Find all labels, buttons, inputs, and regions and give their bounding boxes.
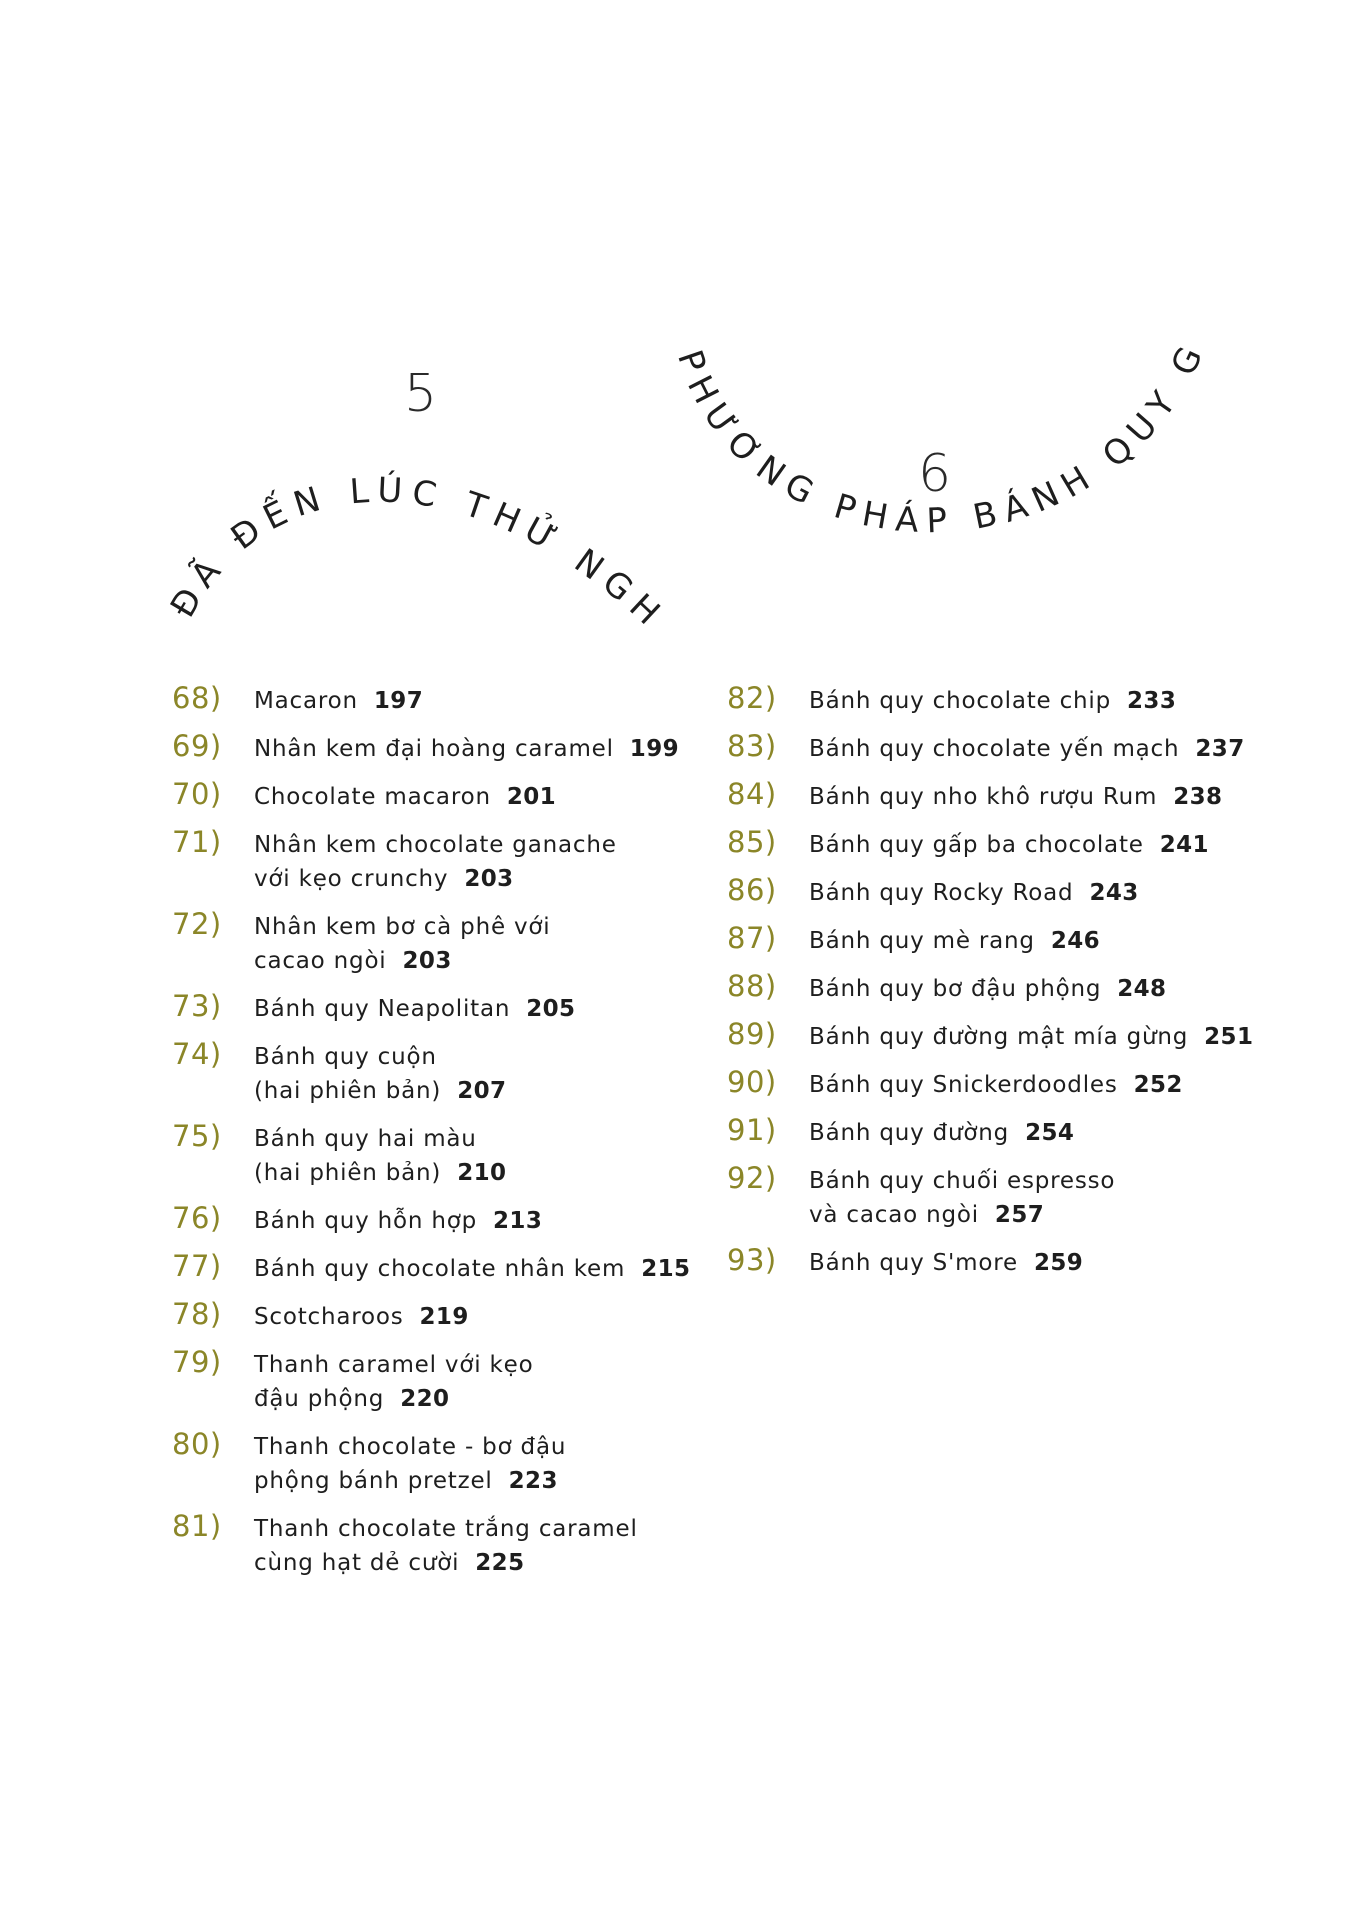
entry-number: 82) [727, 681, 777, 715]
toc-entry[interactable] [727, 873, 1287, 910]
entry-title-text: Bánh quy chocolate nhân kem [254, 1256, 626, 1282]
entry-number: 70) [172, 777, 222, 811]
toc-entry[interactable] [172, 1249, 692, 1286]
entry-title-text: phộng bánh pretzel [254, 1468, 493, 1494]
entry-title-text: Nhân kem bơ cà phê với [254, 914, 551, 940]
entry-title-line [809, 1198, 1287, 1232]
entry-title-text: Bánh quy đường [809, 1120, 1010, 1146]
toc-entry[interactable] [727, 1113, 1287, 1150]
entry-page-number: 233 [1127, 688, 1177, 714]
entry-title-text: Macaron [254, 688, 358, 714]
entry-number: 75) [172, 1119, 222, 1153]
entry-number: 84) [727, 777, 777, 811]
entry-page-number: 254 [1025, 1120, 1075, 1146]
entry-title [809, 1020, 1287, 1054]
entry-title-line [254, 1040, 692, 1074]
chapter-6-title [642, 299, 1220, 650]
entry-number: 72) [172, 907, 222, 941]
toc-entry[interactable] [727, 777, 1287, 814]
entry-title-line [254, 910, 692, 944]
entry-title-line [809, 924, 1287, 958]
entry-number: 86) [727, 873, 777, 907]
entry-number: 92) [727, 1161, 777, 1195]
entry-title [809, 1246, 1287, 1280]
entry-page-number: 220 [400, 1386, 450, 1412]
entry-title-text: Scotcharoos [254, 1304, 404, 1330]
entry-title-text: Bánh quy cuộn [254, 1044, 437, 1070]
entry-page-number: 252 [1133, 1072, 1183, 1098]
entry-title-line [809, 1164, 1287, 1198]
toc-entry[interactable] [172, 825, 692, 896]
entry-title-text: Bánh quy bơ đậu phộng [809, 976, 1102, 1002]
toc-entry[interactable] [172, 1509, 692, 1580]
entry-page-number: 237 [1195, 736, 1245, 762]
entry-title [809, 828, 1287, 862]
entry-title-text: (hai phiên bản) [254, 1078, 442, 1104]
entry-page-number: 203 [464, 866, 514, 892]
entry-title-line [809, 732, 1287, 766]
entry-title-line [254, 862, 692, 896]
entry-title-text: Bánh quy hỗn hợp [254, 1208, 478, 1234]
entry-title-line [809, 1068, 1287, 1102]
entry-number: 87) [727, 921, 777, 955]
entry-title-line [809, 1116, 1287, 1150]
entry-title [254, 1122, 692, 1190]
entry-page-number: 207 [457, 1078, 507, 1104]
entry-page-number: 215 [641, 1256, 691, 1282]
entry-title-line [809, 828, 1287, 862]
entry-title [809, 1116, 1287, 1150]
entry-title-text: Thanh chocolate trắng caramel [254, 1516, 638, 1542]
entry-title-text: Bánh quy Neapolitan [254, 996, 511, 1022]
entry-title-text: Nhân kem đại hoàng caramel [254, 736, 614, 762]
entry-title-text: Nhân kem chocolate ganache [254, 832, 617, 858]
toc-entry[interactable] [172, 777, 692, 814]
entry-title [809, 924, 1287, 958]
toc-entry[interactable] [172, 729, 692, 766]
chapter-5-title-text: ĐÃ ĐẾN LÚC THỬ NGHIỆM! [130, 389, 674, 640]
toc-entry[interactable] [172, 681, 692, 718]
entry-title-line [254, 1300, 692, 1334]
entry-title [254, 684, 692, 718]
entry-title-line [254, 780, 692, 814]
entry-title-line [254, 1464, 692, 1498]
entry-title-text: và cacao ngòi [809, 1202, 979, 1228]
entry-number: 89) [727, 1017, 777, 1051]
entry-page-number: 251 [1204, 1024, 1254, 1050]
entry-title-text: (hai phiên bản) [254, 1160, 442, 1186]
entry-title [809, 876, 1287, 910]
entry-page-number: 257 [994, 1202, 1045, 1228]
entry-title [809, 684, 1287, 718]
entry-title-text: Bánh quy chuối espresso [809, 1168, 1116, 1194]
chapter-6-title-text: PHƯƠNG PHÁP BÁNH QUY GỖ KHAY [642, 299, 1215, 542]
entry-title-line [809, 1246, 1287, 1280]
entry-title [254, 1252, 692, 1286]
entry-title-line [254, 828, 692, 862]
toc-entry[interactable] [727, 1017, 1287, 1054]
entry-title-line [809, 972, 1287, 1006]
entry-title-text: Bánh quy hai màu [254, 1126, 477, 1152]
chapter-6-number: 6 [918, 444, 952, 504]
toc-entry[interactable] [727, 681, 1287, 718]
entry-title [254, 1430, 692, 1498]
toc-entry[interactable] [727, 1065, 1287, 1102]
entry-number: 81) [172, 1509, 222, 1543]
entry-number: 77) [172, 1249, 222, 1283]
entry-title-line [254, 1546, 692, 1580]
entry-page-number: 241 [1159, 832, 1209, 858]
entry-title-text: với kẹo crunchy [254, 866, 449, 892]
entry-title [254, 1348, 692, 1416]
entry-title-line [254, 1512, 692, 1546]
entry-title [254, 828, 692, 896]
entry-title-line [254, 1074, 692, 1108]
entry-title-text: Bánh quy chocolate yến mạch [809, 736, 1180, 762]
entry-title [254, 732, 692, 766]
entry-title-line [254, 1430, 692, 1464]
entry-page-number: 203 [402, 948, 452, 974]
chapter-6-toc [727, 681, 1287, 1294]
toc-entry[interactable] [172, 989, 692, 1026]
entry-page-number: 199 [629, 736, 680, 762]
entry-title [254, 1204, 692, 1238]
toc-entry[interactable] [172, 1427, 692, 1498]
entry-number: 83) [727, 729, 777, 763]
entry-title-text: cacao ngòi [254, 948, 387, 974]
entry-page-number: 246 [1050, 928, 1101, 954]
entry-title-text: Bánh quy nho khô rượu Rum [809, 784, 1158, 810]
entry-number: 76) [172, 1201, 222, 1235]
toc-entry[interactable] [727, 729, 1287, 766]
entry-number: 74) [172, 1037, 222, 1071]
entry-title-line [254, 1156, 692, 1190]
entry-title [254, 992, 692, 1026]
entry-number: 91) [727, 1113, 777, 1147]
entry-title-text: Bánh quy mè rang [809, 928, 1035, 954]
entry-page-number: 219 [419, 1304, 469, 1330]
entry-page-number: 210 [457, 1160, 507, 1186]
entry-title-text: Bánh quy Snickerdoodles [809, 1072, 1118, 1098]
entry-number: 78) [172, 1297, 222, 1331]
entry-page-number: 238 [1173, 784, 1223, 810]
entry-title-text: Thanh chocolate - bơ đậu [254, 1434, 567, 1460]
entry-title [809, 972, 1287, 1006]
entry-number: 93) [727, 1243, 777, 1277]
entry-number: 85) [727, 825, 777, 859]
entry-title-text: Chocolate macaron [254, 784, 491, 810]
entry-page-number: 243 [1089, 880, 1139, 906]
entry-number: 71) [172, 825, 222, 859]
entry-number: 69) [172, 729, 222, 763]
entry-title-line [254, 684, 692, 718]
entry-number: 68) [172, 681, 222, 715]
entry-title-text: cùng hạt dẻ cười [254, 1550, 460, 1576]
entry-title-line [254, 1122, 692, 1156]
entry-page-number: 197 [373, 688, 424, 714]
toc-entry[interactable] [172, 907, 692, 978]
entry-title-text: Bánh quy đường mật mía gừng [809, 1024, 1189, 1050]
entry-title-text: Thanh caramel với kẹo [254, 1352, 534, 1378]
chapter-5-toc [172, 681, 692, 1594]
entry-title [254, 1040, 692, 1108]
entry-number: 79) [172, 1345, 222, 1379]
entry-title-line [809, 1020, 1287, 1054]
entry-title-text: Bánh quy chocolate chip [809, 688, 1112, 714]
toc-entry[interactable] [727, 921, 1287, 958]
entry-title-line [254, 992, 692, 1026]
entry-number: 80) [172, 1427, 222, 1461]
entry-title [809, 780, 1287, 814]
toc-entry[interactable] [172, 1201, 692, 1238]
entry-title-line [254, 1252, 692, 1286]
entry-page-number: 213 [493, 1208, 543, 1234]
entry-title [809, 1068, 1287, 1102]
toc-entry[interactable] [172, 1037, 692, 1108]
entry-page-number: 225 [475, 1550, 525, 1576]
toc-entry[interactable] [172, 1297, 692, 1334]
entry-page-number: 223 [508, 1468, 558, 1494]
entry-title [254, 1512, 692, 1580]
entry-title [809, 1164, 1287, 1232]
toc-entry[interactable] [172, 1345, 692, 1416]
entry-title-line [254, 732, 692, 766]
entry-page-number: 248 [1117, 976, 1167, 1002]
entry-title-line [254, 944, 692, 978]
toc-entry[interactable] [172, 1119, 692, 1190]
entry-number: 73) [172, 989, 222, 1023]
entry-title-line [809, 684, 1287, 718]
toc-entry[interactable] [727, 1243, 1287, 1280]
entry-title [254, 1300, 692, 1334]
entry-title-line [254, 1204, 692, 1238]
entry-title-text: Bánh quy gấp ba chocolate [809, 832, 1144, 858]
entry-page-number: 205 [526, 996, 576, 1022]
entry-title [254, 780, 692, 814]
entry-number: 88) [727, 969, 777, 1003]
entry-title-line [809, 780, 1287, 814]
toc-entry[interactable] [727, 825, 1287, 862]
entry-title [809, 732, 1287, 766]
chapter-5-number: 5 [404, 364, 438, 424]
entry-title-text: Bánh quy Rocky Road [809, 880, 1074, 906]
entry-title-text: đậu phộng [254, 1386, 385, 1412]
toc-entry[interactable] [727, 1161, 1287, 1232]
entry-title [254, 910, 692, 978]
entry-title-line [809, 876, 1287, 910]
entry-title-line [254, 1382, 692, 1416]
entry-title-line [254, 1348, 692, 1382]
entry-page-number: 201 [506, 784, 557, 810]
toc-entry[interactable] [727, 969, 1287, 1006]
entry-title-text: Bánh quy S'more [809, 1250, 1018, 1276]
entry-page-number: 259 [1033, 1250, 1084, 1276]
entry-number: 90) [727, 1065, 777, 1099]
